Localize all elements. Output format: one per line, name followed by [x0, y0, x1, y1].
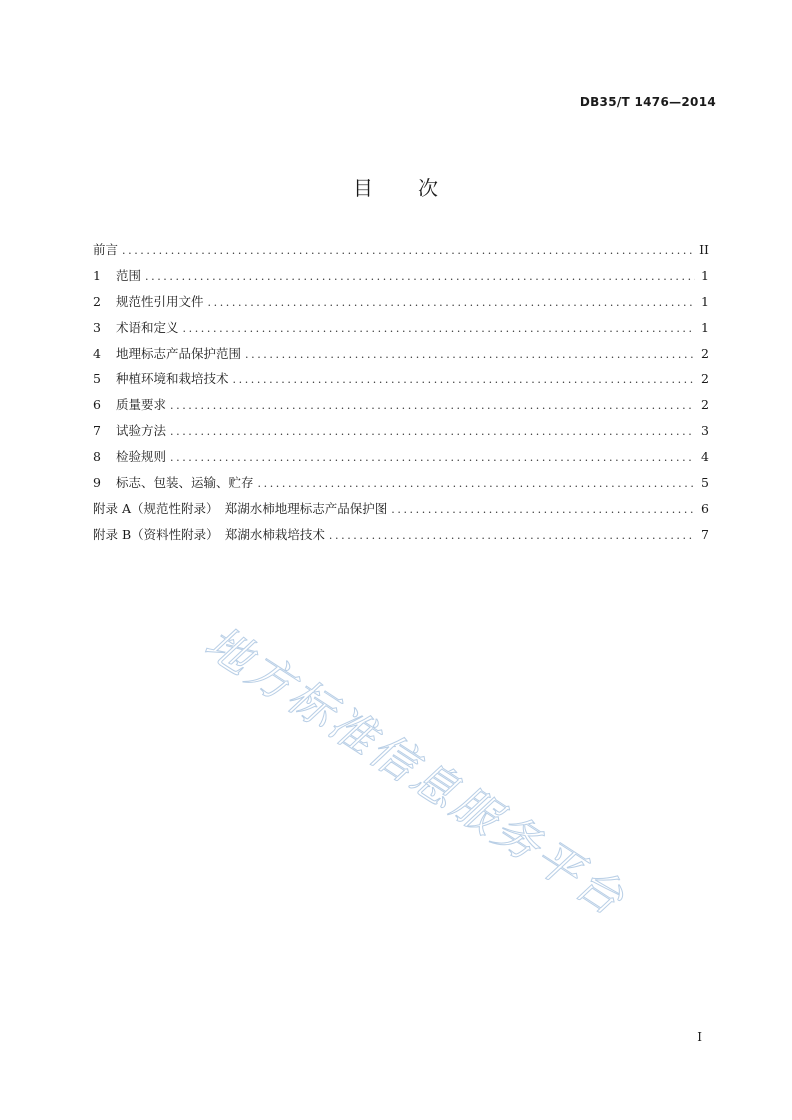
toc-entry-title: 地理标志产品保护范围: [116, 345, 242, 361]
toc-entry-title: 规范性引用文件: [116, 293, 204, 309]
toc-leader-dots: [170, 399, 695, 412]
toc-entry-number: 5: [93, 371, 101, 387]
toc-leader-dots: [233, 373, 695, 386]
toc-entry-title: 范围: [116, 267, 142, 283]
toc-entry-page: 2: [701, 397, 709, 413]
toc-leader-dots: [122, 244, 695, 257]
toc-entry-foreword[interactable]: [93, 240, 709, 266]
toc-entry-page: 6: [701, 500, 709, 516]
toc-entry-number: 9: [93, 475, 101, 491]
page-title-part2: 次: [418, 176, 439, 200]
toc-entry-title: 附录 A（规范性附录） 郑湖水柿地理标志产品保护图: [93, 500, 388, 516]
toc-leader-dots: [170, 425, 695, 438]
toc-entry-7[interactable]: [93, 421, 709, 447]
toc-entry-page: 1: [701, 293, 709, 309]
toc-entry-page: 7: [701, 526, 709, 542]
toc-entry-number: 7: [93, 423, 101, 439]
toc-entry-6[interactable]: [93, 395, 709, 421]
toc-entry-title: 附录 B（资料性附录） 郑湖水柿栽培技术: [93, 526, 325, 542]
toc-entry-number: 2: [93, 293, 101, 309]
toc-entry-9[interactable]: [93, 473, 709, 499]
page-title-part1: 目: [353, 176, 374, 200]
toc-entry-title: 检验规则: [116, 449, 167, 465]
toc-entry-page: 1: [701, 267, 709, 283]
toc-entry-title: 前言: [93, 242, 119, 257]
toc-entry-2[interactable]: [93, 292, 709, 318]
toc-leader-dots: [170, 451, 695, 464]
toc-entry-4[interactable]: [93, 344, 709, 370]
document-code: DB35/T 1476—2014: [579, 95, 716, 109]
table-of-contents: [93, 240, 709, 551]
toc-entry-title: 种植环境和栽培技术: [116, 371, 229, 387]
toc-entry-number: 4: [93, 345, 101, 361]
footer-page-number: I: [697, 1030, 702, 1044]
toc-entry-title: 试验方法: [116, 423, 167, 439]
toc-leader-dots: [245, 348, 695, 361]
toc-entry-page: 2: [701, 371, 709, 387]
toc-entry-number: 3: [93, 319, 101, 335]
toc-entry-page: 2: [701, 345, 709, 361]
toc-entry-appendix-b[interactable]: [93, 525, 709, 551]
toc-entry-page: 1: [701, 319, 709, 335]
toc-entry-number: 8: [93, 449, 101, 465]
toc-leader-dots: [208, 296, 695, 309]
toc-entry-page: II: [699, 242, 709, 257]
toc-leader-dots: [391, 503, 695, 516]
toc-leader-dots: [183, 322, 695, 335]
toc-entry-title: 质量要求: [116, 397, 167, 413]
toc-entry-3[interactable]: [93, 318, 709, 344]
toc-entry-5[interactable]: [93, 369, 709, 395]
toc-entry-8[interactable]: [93, 447, 709, 473]
toc-entry-page: 4: [701, 449, 709, 465]
toc-entry-page: 5: [701, 475, 709, 491]
watermark: 地方标准信息服务平台: [195, 615, 636, 928]
toc-entry-number: 1: [93, 267, 101, 283]
toc-leader-dots: [329, 529, 695, 542]
page-title: [0, 172, 792, 201]
toc-entry-title: 术语和定义: [116, 319, 179, 335]
toc-entry-appendix-a[interactable]: [93, 499, 709, 525]
toc-entry-number: 6: [93, 397, 101, 413]
toc-entry-page: 3: [701, 423, 709, 439]
toc-entry-1[interactable]: [93, 266, 709, 292]
toc-leader-dots: [145, 270, 695, 283]
toc-entry-title: 标志、包装、运输、贮存: [116, 475, 254, 491]
toc-leader-dots: [258, 477, 695, 490]
